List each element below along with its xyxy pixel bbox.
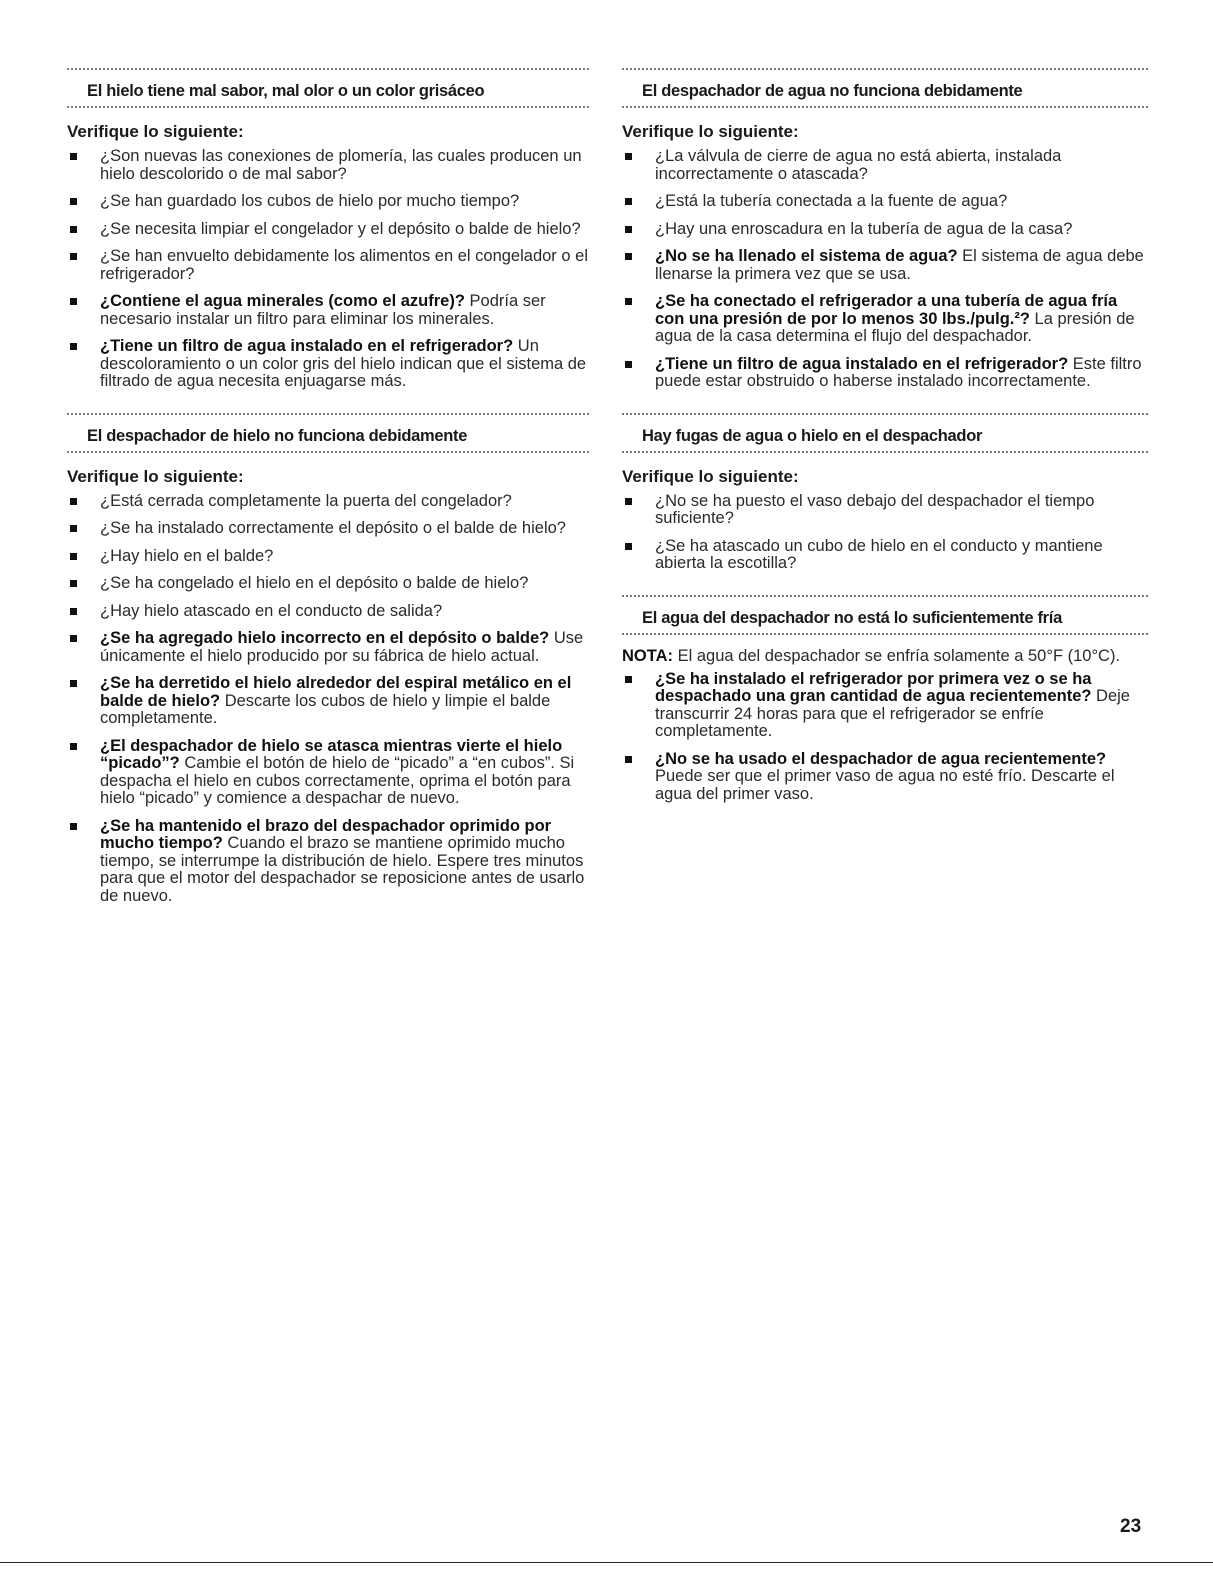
checklist — [622, 671, 1148, 804]
section-title: El agua del despachador no está lo suficientemente fría — [642, 608, 1062, 627]
bullet-square-icon — [625, 253, 632, 260]
list-item: ¿Son nuevas las conexiones de plomería, las cuales producen un hielo descolorido o de mal sabor? — [67, 148, 589, 183]
section-leaks — [622, 413, 1148, 573]
dotted-divider — [622, 106, 1148, 108]
section-title: El despachador de agua no funciona debidamente — [642, 82, 1023, 100]
list-item: ¿Se ha derretido el hielo alrededor del espiral metálico en el balde de hielo? Descarte los cubos de hielo y limpie el balde completamente. — [67, 675, 589, 728]
bullet-square-icon — [625, 676, 632, 683]
bullet-square-icon — [70, 153, 77, 160]
page-bottom-rule — [0, 1562, 1213, 1563]
check-heading: Verifique lo siguiente: — [67, 466, 244, 486]
list-item: ¿Se ha instalado el refrigerador por primera vez o se ha despachado una gran cantidad de agua recientemente? Deje transcurrir 24 horas para que el refrigerador se enfríe completamente. — [622, 671, 1148, 741]
bullet-square-icon — [70, 635, 77, 642]
dotted-divider — [622, 633, 1148, 635]
list-item: ¿No se ha usado el despachador de agua recientemente? Puede ser que el primer vaso de agua no esté frío. Descarte el agua del primer vaso. — [622, 751, 1148, 804]
list-item: ¿Se necesita limpiar el congelador y el depósito o balde de hielo? — [67, 221, 589, 239]
right-column — [622, 68, 1148, 813]
bullet-square-icon — [70, 608, 77, 615]
bullet-square-icon — [625, 361, 632, 368]
checklist — [622, 148, 1148, 391]
checklist — [67, 493, 589, 906]
section-header — [67, 68, 589, 108]
list-item: ¿No se ha llenado el sistema de agua? El sistema de agua debe llenarse la primera vez que se usa. — [622, 248, 1148, 283]
bullet-square-icon — [70, 553, 77, 560]
page-number: 23 — [1120, 1516, 1142, 1537]
dotted-divider — [67, 451, 589, 453]
list-item: ¿Tiene un filtro de agua instalado en el refrigerador? Este filtro puede estar obstruido o haberse instalado incorrectamente. — [622, 356, 1148, 391]
checklist — [622, 493, 1148, 573]
section-ice-dispenser — [67, 413, 589, 906]
list-item: ¿Se han guardado los cubos de hielo por mucho tiempo? — [67, 193, 589, 211]
section-header — [622, 68, 1148, 108]
bullet-square-icon — [70, 743, 77, 750]
checklist — [67, 148, 589, 391]
bullet-square-icon — [70, 343, 77, 350]
note-label: NOTA: — [622, 646, 674, 665]
note — [622, 647, 1148, 665]
list-item: ¿Contiene el agua minerales (como el azufre)? Podría ser necesario instalar un filtro para eliminar los minerales. — [67, 293, 589, 328]
note-text: El agua del despachador se enfría solamente a 50°F (10°C). — [673, 646, 1121, 665]
list-item: ¿Está la tubería conectada a la fuente de agua? — [622, 193, 1148, 211]
bullet-square-icon — [70, 253, 77, 260]
bullet-square-icon — [625, 498, 632, 505]
bullet-square-icon — [70, 198, 77, 205]
bullet-square-icon — [70, 226, 77, 233]
bullet-square-icon — [625, 226, 632, 233]
section-header — [622, 595, 1148, 635]
list-item: ¿Se ha mantenido el brazo del despachador oprimido por mucho tiempo? Cuando el brazo se mantiene oprimido mucho tiempo, se interrumpe la distribución de hielo. Espere tres minutos para que el motor del despachador se reposicione antes de usarlo de nuevo. — [67, 818, 589, 906]
section-title: El hielo tiene mal sabor, mal olor o un color grisáceo — [87, 82, 485, 100]
left-column — [67, 68, 589, 915]
bullet-square-icon — [70, 298, 77, 305]
list-item: ¿La válvula de cierre de agua no está abierta, instalada incorrectamente o atascada? — [622, 148, 1148, 183]
list-item: ¿Hay hielo atascado en el conducto de salida? — [67, 603, 589, 621]
section-title: El despachador de hielo no funciona debidamente — [87, 426, 468, 445]
bullet-square-icon — [70, 680, 77, 687]
list-item: ¿Se ha atascado un cubo de hielo en el conducto y mantiene abierta la escotilla? — [622, 538, 1148, 573]
check-heading: Verifique lo siguiente: — [67, 122, 244, 141]
list-item: ¿El despachador de hielo se atasca mientras vierte el hielo “picado”? Cambie el botón de hielo de “picado” a “en cubos”. Si despacha el hielo en cubos correctamente, oprima el botón para hielo “picado” y comience a despachar de nuevo. — [67, 738, 589, 808]
list-item: ¿Se ha agregado hielo incorrecto en el depósito o balde? Use únicamente el hielo producido por su fábrica de hielo actual. — [67, 630, 589, 665]
list-item: ¿Se han envuelto debidamente los alimentos en el congelador o el refrigerador? — [67, 248, 589, 283]
bullet-square-icon — [625, 298, 632, 305]
bullet-square-icon — [70, 823, 77, 830]
list-item: ¿Hay una enroscadura en la tubería de agua de la casa? — [622, 221, 1148, 239]
section-water-not-cold — [622, 595, 1148, 804]
section-header — [67, 413, 589, 453]
list-item: ¿Se ha conectado el refrigerador a una tubería de agua fría con una presión de por lo menos 30 lbs./pulg.²? La presión de agua de la casa determina el flujo del despachador. — [622, 293, 1148, 346]
check-heading: Verifique lo siguiente: — [622, 122, 799, 141]
section-title: Hay fugas de agua o hielo en el despachador — [642, 426, 983, 445]
list-item: ¿Hay hielo en el balde? — [67, 548, 589, 566]
bullet-square-icon — [625, 153, 632, 160]
list-item: ¿Tiene un filtro de agua instalado en el refrigerador? Un descoloramiento o un color gris del hielo indican que el sistema de filtrado de agua necesita enjuagarse más. — [67, 338, 589, 391]
section-water-dispenser — [622, 68, 1148, 391]
dotted-divider — [622, 451, 1148, 453]
list-item: ¿Se ha congelado el hielo en el depósito o balde de hielo? — [67, 575, 589, 593]
bullet-square-icon — [625, 198, 632, 205]
list-item: ¿Está cerrada completamente la puerta del congelador? — [67, 493, 589, 511]
list-item: ¿Se ha instalado correctamente el depósito o el balde de hielo? — [67, 520, 589, 538]
dotted-divider — [67, 106, 589, 108]
bullet-square-icon — [70, 580, 77, 587]
bullet-square-icon — [625, 756, 632, 763]
bullet-square-icon — [70, 498, 77, 505]
list-item: ¿No se ha puesto el vaso debajo del despachador el tiempo suficiente? — [622, 493, 1148, 528]
section-header — [622, 413, 1148, 453]
bullet-square-icon — [70, 525, 77, 532]
section-ice-taste — [67, 68, 589, 391]
bullet-square-icon — [625, 543, 632, 550]
check-heading: Verifique lo siguiente: — [622, 466, 799, 486]
